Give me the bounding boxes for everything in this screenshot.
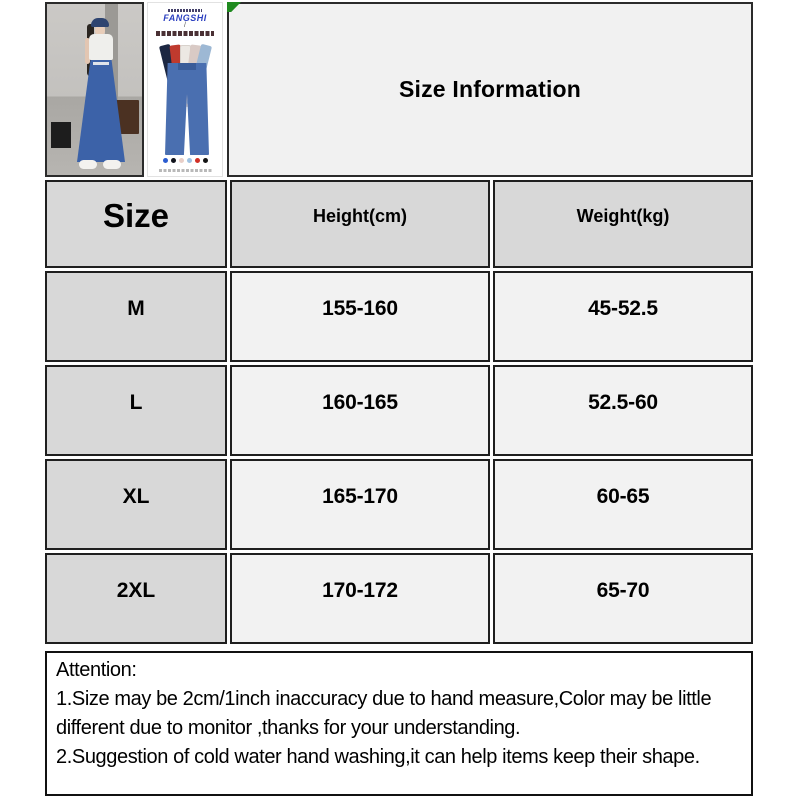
size-table [45, 180, 753, 644]
brand-small-text [168, 9, 202, 12]
photo-stool [51, 122, 71, 148]
top-strip [45, 2, 753, 177]
weight-value-2xl: 65-70 [493, 553, 753, 644]
color-swatch-dot [171, 158, 176, 163]
height-value-xl: 165-170 [230, 459, 490, 550]
brand-name: FANGSHI [163, 13, 207, 23]
attention-heading: Attention: [56, 659, 137, 681]
color-swatch-dot [163, 158, 168, 163]
weight-value-l: 52.5-60 [493, 365, 753, 456]
attention-note-2: 2.Suggestion of cold water hand washing,it can help items keep their shape. [56, 746, 700, 768]
attention-note-1: 1.Size may be 2cm/1inch inaccuracy due to hand measure,Color may be little different due to monitor ,thanks for your understanding. [56, 688, 712, 739]
collage-caption-text [159, 169, 213, 172]
weight-value-xl: 60-65 [493, 459, 753, 550]
color-swatch-dot [187, 158, 192, 163]
size-information-panel [227, 2, 753, 177]
page-title: Size Information [398, 76, 582, 102]
row-label-xl: XL [45, 459, 227, 550]
weight-value-m: 45-52.5 [493, 271, 753, 362]
height-value-2xl: 170-172 [230, 553, 490, 644]
model-cap [91, 18, 109, 27]
model-photo [45, 2, 144, 177]
color-swatch-dot [203, 158, 208, 163]
color-swatch-dot [179, 158, 184, 163]
green-corner-flag [227, 2, 241, 12]
brand-divider: / [184, 22, 186, 29]
row-label-l: L [45, 365, 227, 456]
pants-drawstring [93, 62, 109, 65]
column-header-weight: Weight(kg) [493, 180, 753, 268]
row-label-2xl: 2XL [45, 553, 227, 644]
row-label-m: M [45, 271, 227, 362]
model-shoe [103, 160, 121, 169]
attention-box [45, 651, 753, 796]
color-swatches [148, 158, 222, 163]
column-header-height: Height(cm) [230, 180, 490, 268]
brand-chinese-tagline [156, 31, 214, 36]
height-value-l: 160-165 [230, 365, 490, 456]
product-collage [147, 2, 223, 177]
model-shoe [79, 160, 97, 169]
color-swatch-dot [195, 158, 200, 163]
height-value-m: 155-160 [230, 271, 490, 362]
model-top [89, 34, 113, 60]
column-header-size: Size [45, 180, 227, 268]
